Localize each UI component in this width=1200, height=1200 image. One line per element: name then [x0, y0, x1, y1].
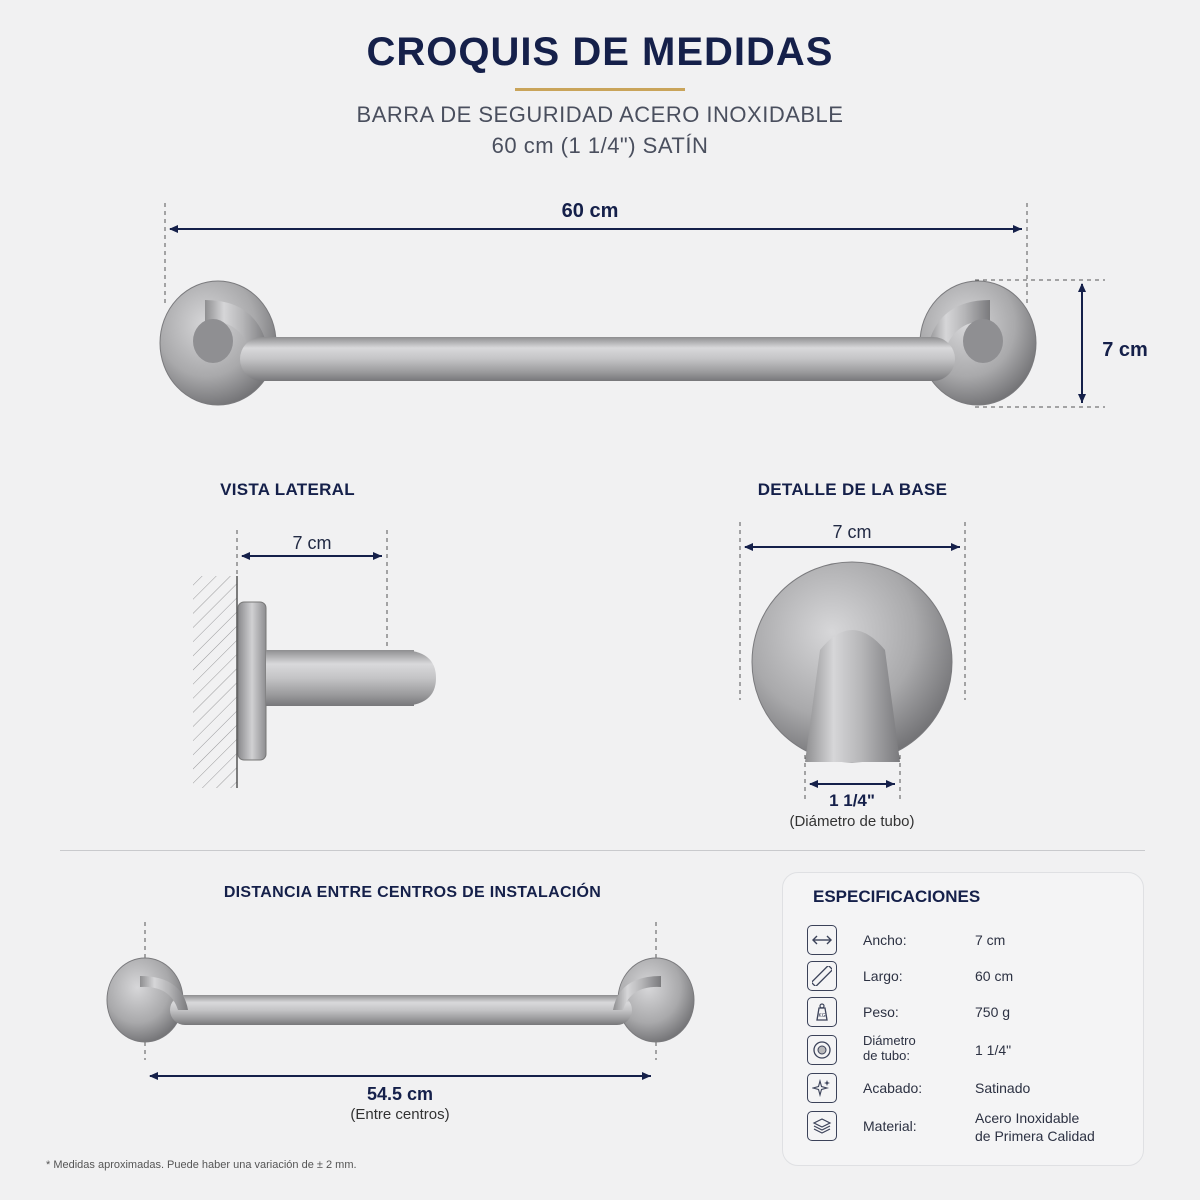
specifications-title: ESPECIFICACIONES — [813, 887, 981, 906]
spec-key: Ancho: — [863, 932, 907, 948]
spec-row-width — [807, 925, 1127, 955]
spec-key: Peso: — [863, 1004, 899, 1020]
centers-title: DISTANCIA ENTRE CENTROS DE INSTALACIÓN — [223, 884, 602, 901]
spec-value: 750 g — [975, 1004, 1011, 1020]
base-detail-drawing — [740, 522, 965, 800]
svg-text:KG: KG — [818, 1013, 826, 1019]
height-label: 7 cm — [1102, 339, 1148, 361]
section-divider — [60, 850, 1145, 851]
page-title: CROQUIS DE MEDIDAS — [366, 30, 834, 74]
side-depth-label: 7 cm — [292, 533, 332, 553]
tube-diameter-icon — [807, 1035, 837, 1065]
tube-diameter-label: 1 1/4" — [829, 791, 875, 810]
spec-value: Satinado — [975, 1080, 1031, 1096]
footnote: * Medidas aproximadas. Puede haber una variación de ± 2 mm. — [46, 1159, 357, 1171]
spec-row-length — [807, 961, 1127, 991]
side-view-drawing — [193, 530, 436, 788]
spec-key: Acabado: — [863, 1080, 923, 1096]
layers-icon — [807, 1111, 837, 1141]
spec-key: Material: — [863, 1118, 917, 1134]
centers-bar-drawing — [107, 922, 694, 1076]
product-subtitle-line2: 60 cm (1 1/4") SATÍN — [491, 133, 709, 158]
weight-icon — [807, 997, 837, 1027]
sparkle-icon — [807, 1073, 837, 1103]
spec-value: 1 1/4" — [975, 1042, 1012, 1058]
centers-distance-note: (Entre centros) — [350, 1106, 450, 1123]
spec-key: Largo: — [863, 968, 903, 984]
spec-row-finish — [807, 1073, 1127, 1103]
spec-value: 60 cm — [975, 968, 1014, 984]
centers-distance-label: 54.5 cm — [366, 1084, 434, 1104]
base-diameter-label: 7 cm — [832, 522, 872, 542]
spec-value: 7 cm — [975, 932, 1006, 948]
spec-value: Acero Inoxidable de Primera Calidad — [975, 1110, 1095, 1144]
arrows-horizontal-icon — [807, 925, 837, 955]
base-detail-title: DETALLE DE LA BASE — [757, 480, 948, 499]
width-label: 60 cm — [561, 200, 619, 222]
side-view-title: VISTA LATERAL — [220, 480, 355, 499]
product-subtitle-line1: BARRA DE SEGURIDAD ACERO INOXIDABLE — [356, 102, 844, 127]
ruler-icon — [807, 961, 837, 991]
spec-row-tube-diameter — [807, 1035, 1127, 1065]
spec-key: Diámetro de tubo: — [863, 1033, 916, 1063]
main-bar-drawing — [160, 203, 1105, 407]
specifications-card — [782, 872, 1144, 1166]
tube-diameter-note: (Diámetro de tubo) — [789, 813, 915, 830]
spec-row-material — [807, 1110, 1127, 1144]
spec-row-weight — [807, 997, 1127, 1027]
